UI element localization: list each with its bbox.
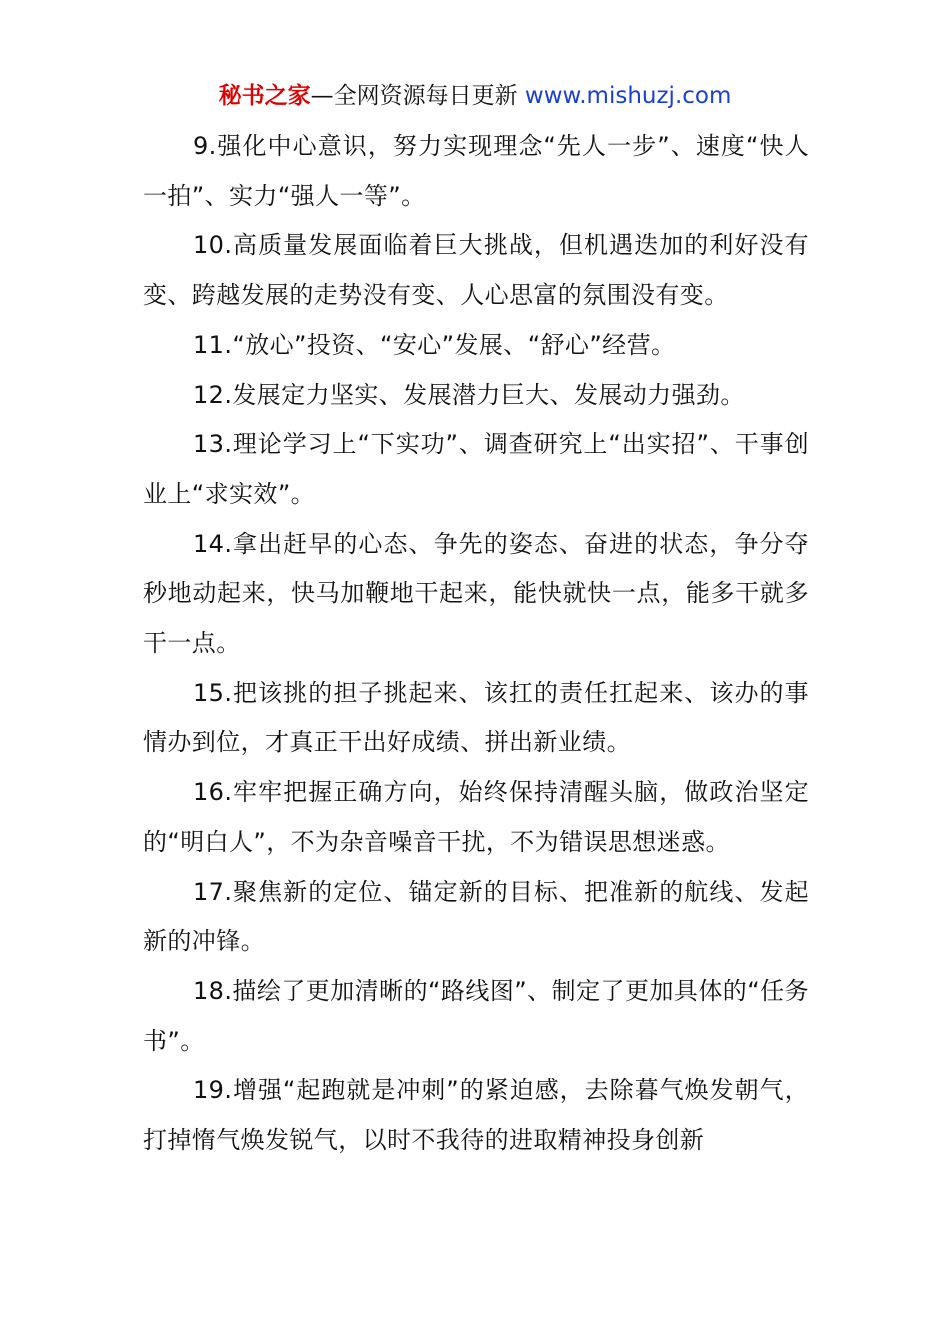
site-brand: 秘书之家 [218, 83, 311, 109]
paragraph-17: 17.聚焦新的定位、锚定新的目标、把准新的航线、发起新的冲锋。 [143, 877, 809, 956]
site-tagline: —全网资源每日更新 [310, 83, 518, 109]
paragraph-19: 19.增强“起跑就是冲刺”的紧迫感，去除暮气焕发朝气，打掉惰气焕发锐气，以时不我待的进取精神投身创新 [143, 1076, 809, 1155]
paragraph-12: 12.发展定力坚实、发展潜力巨大、发展动力强劲。 [193, 380, 745, 409]
paragraph-14: 14.拿出赶早的心态、争先的姿态、奋进的状态，争分夺秒地动起来，快马加鞭地干起来，能快就快一点，能多干就多干一点。 [143, 529, 809, 658]
paragraph-10: 10.高质量发展面临着巨大挑战，但机遇迭加的利好没有变、跨越发展的走势没有变、人心思富的氛围没有变。 [143, 231, 809, 310]
site-url-link[interactable]: www.mishuzj.com [524, 83, 732, 109]
paragraph-9: 9.强化中心意识，努力实现理念“先人一步”、速度“快人一拍”、实力“强人一等”。 [143, 132, 809, 210]
document-body [143, 122, 809, 1166]
paragraph-13: 13.理论学习上“下实功”、调查研究上“出实招”、干事创业上“求实效”。 [143, 430, 809, 508]
paragraph-18: 18.描绘了更加清晰的“路线图”、制定了更加具体的“任务书”。 [143, 976, 809, 1055]
site-header [0, 78, 950, 114]
paragraph-11: 11.“放心”投资、“安心”发展、“舒心”经营。 [193, 330, 676, 359]
paragraph-15: 15.把该挑的担子挑起来、该扛的责任扛起来、该办的事情办到位，才真正干出好成绩、拼出新业绩。 [143, 678, 809, 757]
paragraph-16: 16.牢牢把握正确方向，始终保持清醒头脑，做政治坚定的“明白人”，不为杂音噪音干扰，不为错误思想迷惑。 [143, 778, 809, 856]
